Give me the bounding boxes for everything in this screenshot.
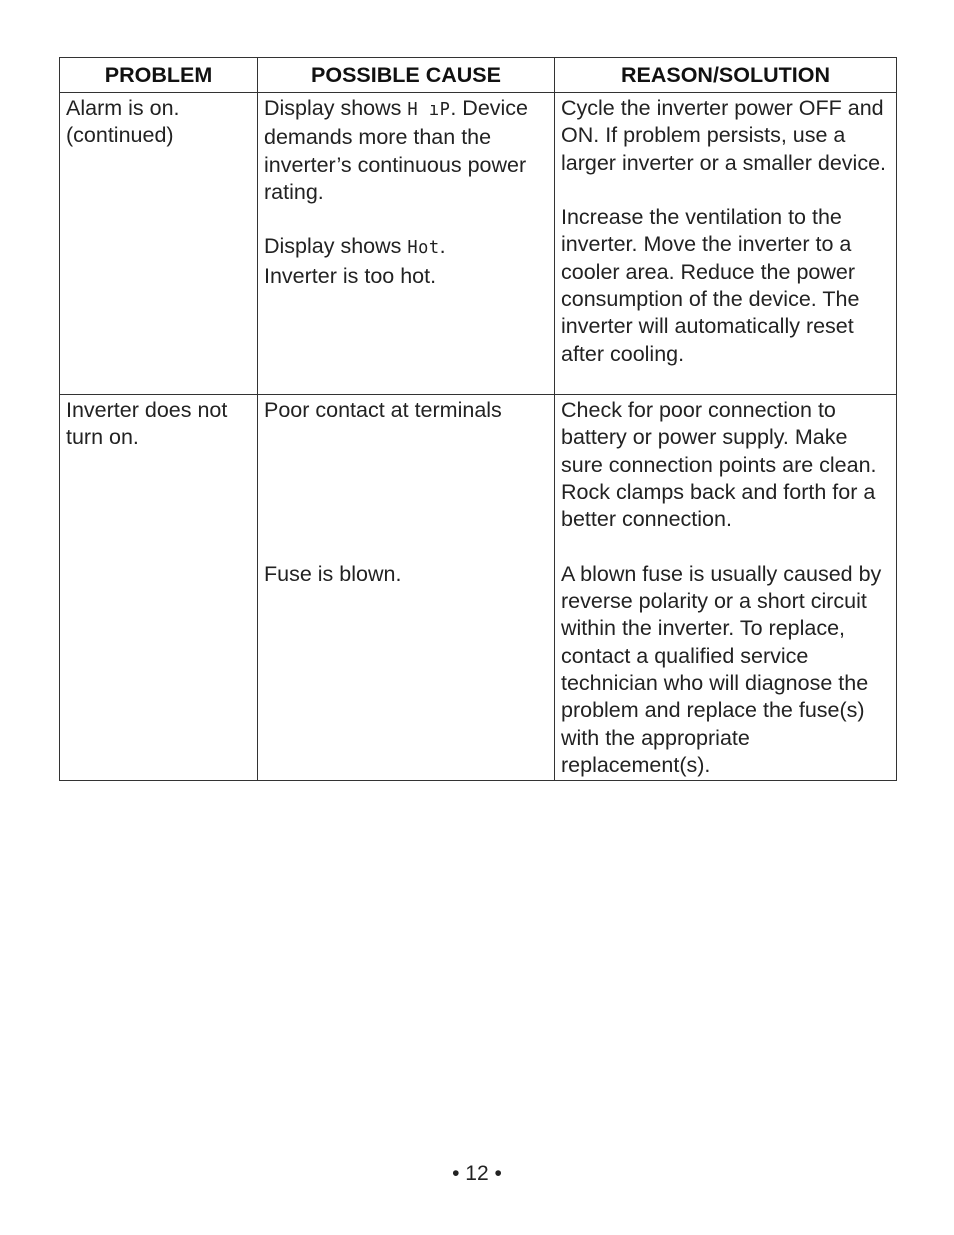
problem-text: Alarm is on. <box>66 96 180 120</box>
cause-item: Fuse is blown. <box>264 561 402 586</box>
problem-text: Inverter does not turn on. <box>66 398 228 450</box>
cause-item <box>264 233 548 290</box>
header-possible-cause: POSSIBLE CAUSE <box>258 58 555 93</box>
cause-suffix: . <box>439 234 446 259</box>
header-problem: PROBLEM <box>60 58 258 93</box>
problem-cell <box>60 395 258 781</box>
header-reason-solution: REASON/SOLUTION <box>555 58 897 93</box>
display-code-hot: Hot <box>407 237 440 259</box>
table-row <box>60 93 897 395</box>
problem-continued-text: (continued) <box>66 123 174 148</box>
solution-text: Increase the ventilation to the inverter. Move the inverter to a cooler area. Reduce the power consumption of the device. The inverter will automatically reset after cooling. <box>561 205 860 366</box>
table-header-row <box>60 58 897 93</box>
solution-text: A blown fuse is usually caused by reverse polarity or a short circuit within the inverter. To replace, contact a qualified service technician who will diagnose the problem and replace the fuse(s) with the appropriate replacement(s). <box>561 561 882 777</box>
troubleshooting-table <box>59 57 897 781</box>
solution-text: Check for poor connection to battery or power supply. Make sure connection points are clean. Rock clamps back and forth for a better connection. <box>561 398 877 532</box>
solution-text: Cycle the inverter power OFF and ON. If problem persists, use a larger inverter or a smaller device. <box>561 96 887 175</box>
table-row <box>60 395 897 781</box>
display-code-hip: H ıP <box>407 99 451 121</box>
cause-cell <box>258 395 555 781</box>
solution-cell <box>555 395 897 781</box>
cause-item: Poor contact at terminals <box>264 398 502 422</box>
cause-rest: demands more than the inverter’s continuous power rating. <box>264 125 527 204</box>
cause-cell <box>258 93 555 395</box>
problem-cell <box>60 93 258 395</box>
cause-prefix: Display shows <box>264 234 408 259</box>
cause-prefix: Display shows <box>264 96 408 120</box>
cause-suffix: . Device <box>450 96 529 120</box>
solution-cell <box>555 93 897 395</box>
cause-rest: Inverter is too hot. <box>264 263 437 288</box>
page-number: • 12 • <box>452 1162 502 1185</box>
cause-item <box>264 95 548 206</box>
